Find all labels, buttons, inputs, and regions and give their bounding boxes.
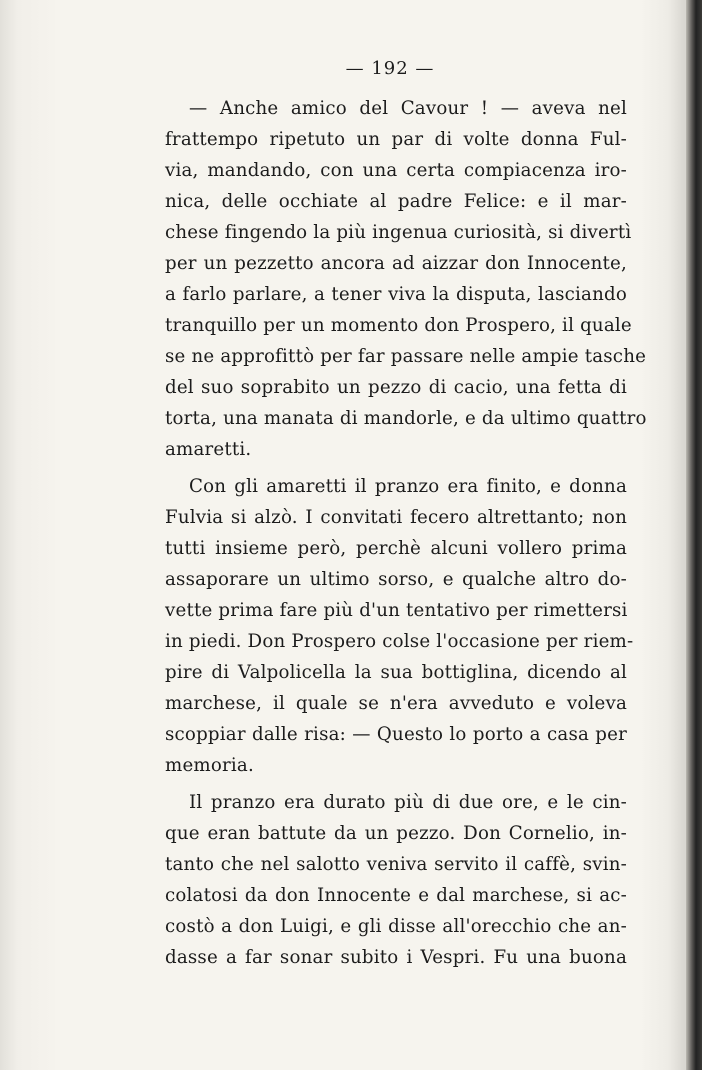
text-line: del suo soprabito un pezzo di cacio, una fetta di <box>165 377 627 398</box>
text-line: in piedi. Don Prospero colse l'occasione per riem- <box>165 631 634 652</box>
text-line: amaretti. <box>165 439 252 460</box>
text-line: frattempo ripetuto un par di volte donna Ful- <box>165 129 627 150</box>
text-line: costò a don Luigi, e gli disse all'orecchio che an- <box>165 916 627 937</box>
text-line: que eran battute da un pezzo. Don Cornelio, in- <box>165 823 627 844</box>
text-line: via, mandando, con una certa compiacenza iro- <box>165 160 627 181</box>
text-line: Il pranzo era durato più di due ore, e le cin- <box>189 792 627 813</box>
text-line: a farlo parlare, a tener viva la disputa, lasciando <box>165 284 627 305</box>
text-line: memoria. <box>165 755 254 776</box>
text-line: chese fingendo la più ingenua curiosità, si divertì <box>165 222 632 243</box>
text-line: Fulvia si alzò. I convitati fecero altrettanto; non <box>165 507 627 528</box>
text-line: vette prima fare più d'un tentativo per rimettersi <box>165 600 628 621</box>
text-line: tranquillo per un momento don Prospero, il quale <box>165 315 632 336</box>
text-line: marchese, il quale se n'era avveduto e voleva <box>165 693 627 714</box>
text-line: colatosi da don Innocente e dal marchese, si ac- <box>165 885 627 906</box>
body-text <box>165 93 647 973</box>
text-line: — Anche amico del Cavour ! — aveva nel <box>189 98 627 119</box>
book-spine-edge <box>686 0 702 1070</box>
text-line: pire di Valpolicella la sua bottiglina, dicendo al <box>165 662 627 683</box>
text-line: torta, una manata di mandorle, e da ultimo quattro <box>165 408 647 429</box>
text-line: assaporare un ultimo sorso, e qualche altro do- <box>165 569 627 590</box>
text-line: per un pezzetto ancora ad aizzar don Innocente, <box>165 253 627 274</box>
text-line: tutti insieme però, perchè alcuni vollero prima <box>165 538 627 559</box>
text-line: dasse a far sonar subito i Vespri. Fu una buona <box>165 947 627 968</box>
text-line: Con gli amaretti il pranzo era finito, e donna <box>189 476 627 497</box>
text-line: se ne approfittò per far passare nelle ampie tasche <box>165 346 647 367</box>
text-line: nica, delle occhiate al padre Felice: e il mar- <box>165 191 627 212</box>
text-line: scoppiar dalle risa: — Questo lo porto a casa per <box>165 724 627 745</box>
page-number: — 192 — <box>345 58 435 79</box>
text-line: tanto che nel salotto veniva servito il caffè, svin- <box>165 854 627 875</box>
